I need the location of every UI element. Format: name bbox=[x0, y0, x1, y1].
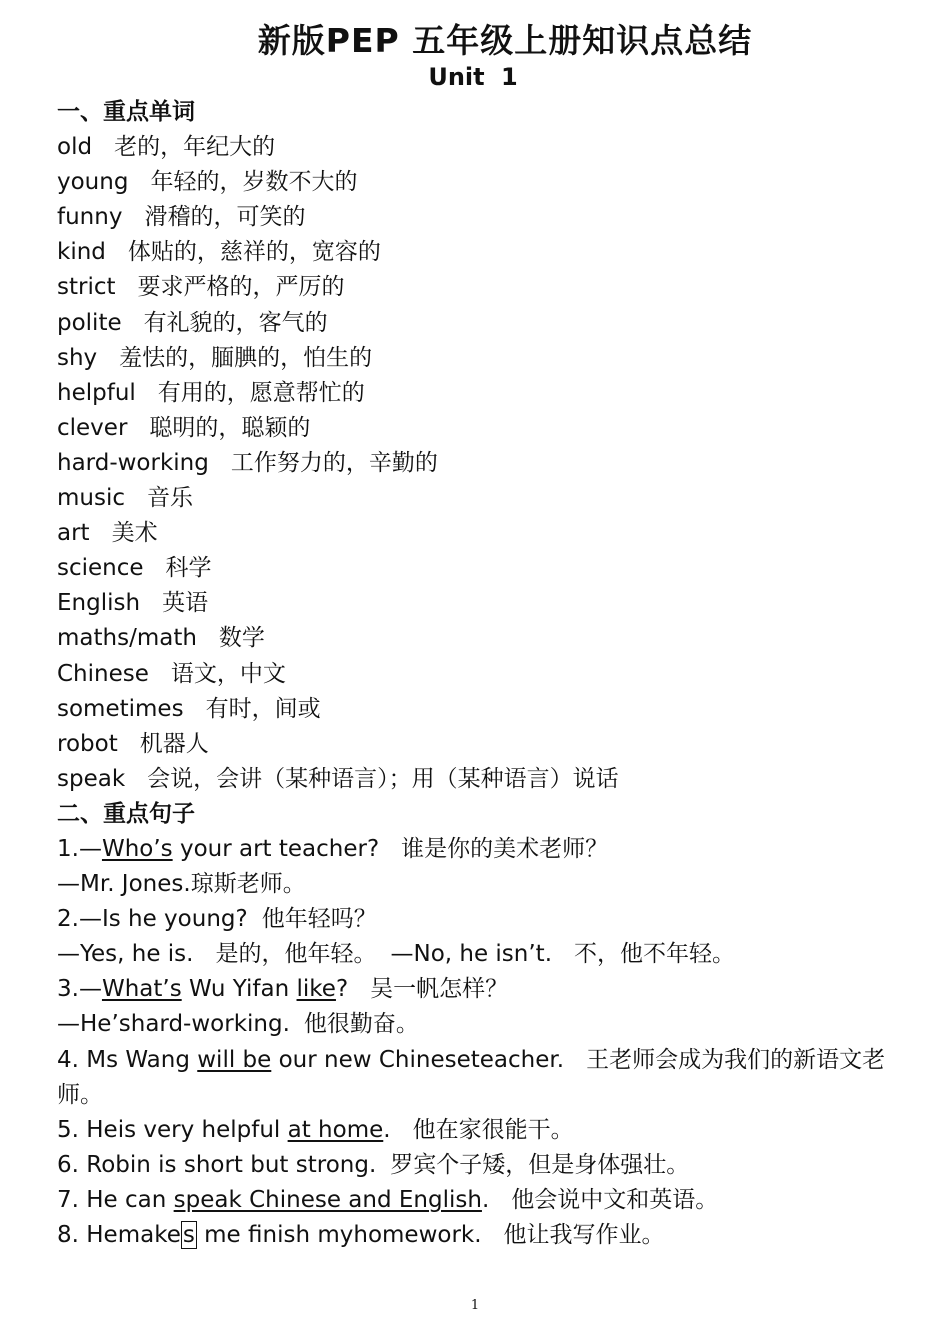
sentence-1-answer-en: —Mr. Jones. bbox=[57, 871, 191, 898]
vocabulary-word: shy bbox=[57, 344, 98, 371]
document-body bbox=[57, 95, 897, 1253]
vocabulary-meaning: 英语 bbox=[162, 590, 209, 617]
sentence-6-translation: 罗宾个子矮，但是身体强壮。 bbox=[390, 1151, 690, 1178]
vocabulary-item bbox=[57, 446, 897, 481]
sentence-8 bbox=[57, 1218, 897, 1253]
vocabulary-meaning: 语文，中文 bbox=[170, 660, 286, 687]
sentence-5-underlined: at home bbox=[287, 1116, 384, 1143]
sentence-5-end: . bbox=[383, 1116, 391, 1143]
vocabulary-meaning: 机器人 bbox=[139, 730, 209, 757]
sentence-5 bbox=[57, 1113, 897, 1148]
vocabulary-word: art bbox=[57, 520, 90, 547]
vocabulary-word: sometimes bbox=[57, 695, 184, 722]
sentence-3-underlined-2: like bbox=[296, 976, 336, 1003]
vocabulary-meaning: 工作努力的，辛勤的 bbox=[230, 449, 438, 476]
sentence-4-rest: our new Chineseteacher. bbox=[271, 1046, 565, 1073]
sentence-2 bbox=[57, 902, 897, 937]
page-number: 1 bbox=[470, 1298, 480, 1313]
vocabulary-meaning: 有礼貌的，客气的 bbox=[143, 309, 328, 336]
vocabulary-meaning: 有用的，愿意帮忙的 bbox=[157, 379, 365, 406]
sentence-3-answer-en: —He’shard-working. bbox=[57, 1011, 290, 1038]
sentence-1-prefix: 1.— bbox=[57, 835, 102, 862]
vocabulary-item bbox=[57, 411, 897, 446]
sentence-2-answers bbox=[57, 937, 897, 972]
vocabulary-item bbox=[57, 341, 897, 376]
vocabulary-meaning: 美术 bbox=[111, 520, 158, 547]
sentence-3-end: ? bbox=[335, 976, 349, 1003]
vocabulary-word: hard-working bbox=[57, 449, 209, 476]
sentence-3-mid: Wu Yifan bbox=[181, 976, 297, 1003]
document-title: 新版PEP 五年级上册知识点总结 bbox=[257, 21, 753, 60]
vocabulary-meaning: 滑稽的，可笑的 bbox=[144, 204, 306, 231]
vocabulary-item bbox=[57, 165, 897, 200]
vocabulary-word: funny bbox=[57, 204, 123, 231]
sentence-3-translation: 吴一帆怎样？ bbox=[370, 976, 509, 1003]
vocabulary-word: music bbox=[57, 485, 126, 512]
vocabulary-item bbox=[57, 727, 897, 762]
section-heading-words: 一、重点单词 bbox=[57, 99, 195, 125]
section-heading-sentences: 二、重点句子 bbox=[57, 800, 195, 827]
sentence-2-en: 2.—Is he young? bbox=[57, 906, 248, 933]
sentence-4 bbox=[57, 1043, 897, 1113]
sentence-3-underlined-1: What’s bbox=[101, 976, 182, 1003]
vocabulary-meaning: 音乐 bbox=[147, 485, 194, 512]
sentence-7-end: . bbox=[481, 1186, 490, 1213]
vocabulary-word: helpful bbox=[57, 379, 136, 406]
sentence-5-translation: 他在家很能干。 bbox=[412, 1116, 574, 1143]
vocabulary-meaning: 会说，会讲（某种语言）；用（某种语言）说话 bbox=[147, 765, 619, 792]
sentence-2-zh: 他年轻吗？ bbox=[261, 906, 377, 933]
vocabulary-word: clever bbox=[57, 414, 128, 441]
sentence-7-translation: 他会说中文和英语。 bbox=[511, 1186, 719, 1213]
vocabulary-word: English bbox=[57, 590, 141, 617]
vocabulary-item bbox=[57, 657, 897, 692]
vocabulary-word: old bbox=[57, 134, 93, 161]
vocabulary-item bbox=[57, 200, 897, 235]
sentence-1-answer-zh: 琼斯老师。 bbox=[190, 871, 306, 898]
sentence-7 bbox=[57, 1183, 897, 1218]
sentence-8-boxed-letter: s bbox=[182, 1222, 195, 1248]
vocabulary-meaning: 老的，年纪大的 bbox=[114, 134, 276, 161]
sentence-3-answer-zh: 他很勤奋。 bbox=[303, 1011, 419, 1038]
vocabulary-item bbox=[57, 481, 897, 516]
vocabulary-word: young bbox=[57, 169, 129, 196]
vocabulary-meaning: 体贴的，慈祥的，宽容的 bbox=[127, 239, 381, 266]
vocabulary-meaning: 有时，间或 bbox=[205, 695, 321, 722]
vocabulary-word: maths/math bbox=[57, 625, 197, 652]
sentence-2-no-zh: 不，他不年轻。 bbox=[574, 941, 736, 968]
vocabulary-meaning: 数学 bbox=[218, 625, 265, 652]
vocabulary-word: robot bbox=[57, 730, 118, 757]
vocabulary-item bbox=[57, 270, 897, 305]
vocabulary-word: kind bbox=[57, 239, 106, 266]
vocabulary-item bbox=[57, 235, 897, 270]
unit-heading: Unit 1 bbox=[428, 63, 518, 91]
vocabulary-item bbox=[57, 551, 897, 586]
sentence-3-answer bbox=[57, 1007, 897, 1042]
vocabulary-meaning: 年轻的，岁数不大的 bbox=[150, 169, 358, 196]
sentence-6-en: 6. Robin is short but strong. bbox=[57, 1151, 377, 1178]
vocabulary-item bbox=[57, 762, 897, 797]
vocabulary-word: Chinese bbox=[57, 660, 149, 687]
sentence-4-pre: 4. Ms Wang bbox=[57, 1046, 198, 1073]
sentence-3 bbox=[57, 972, 897, 1007]
sentence-3-prefix: 3.— bbox=[57, 976, 102, 1003]
sentence-6 bbox=[57, 1148, 897, 1183]
sentence-1-rest: your art teacher? bbox=[172, 835, 380, 862]
vocabulary-item bbox=[57, 621, 897, 656]
sentence-7-pre: 7. He can bbox=[57, 1186, 174, 1213]
sentence-2-no-en: —No, he isn’t. bbox=[390, 941, 553, 968]
vocabulary-word: strict bbox=[57, 274, 116, 301]
vocabulary-item bbox=[57, 130, 897, 165]
sentence-1 bbox=[57, 832, 897, 867]
sentence-4-underlined: will be bbox=[197, 1046, 272, 1073]
sentence-8-translation: 他让我写作业。 bbox=[503, 1222, 665, 1248]
vocabulary-item bbox=[57, 586, 897, 621]
vocabulary-item bbox=[57, 376, 897, 411]
sentence-1-underlined: Who’s bbox=[101, 835, 173, 862]
vocabulary-word: polite bbox=[57, 309, 122, 336]
vocabulary-item bbox=[57, 516, 897, 551]
sentence-2-yes-en: —Yes, he is. bbox=[57, 941, 194, 968]
vocabulary-list bbox=[57, 130, 897, 797]
vocabulary-item bbox=[57, 306, 897, 341]
vocabulary-meaning: 羞怯的，腼腆的，怕生的 bbox=[119, 344, 373, 371]
vocabulary-meaning: 科学 bbox=[165, 555, 212, 582]
sentence-1-answer bbox=[57, 867, 897, 902]
sentence-1-translation: 谁是你的美术老师？ bbox=[401, 835, 609, 862]
sentence-8-pre: 8. Hemake bbox=[57, 1222, 181, 1248]
sentence-5-pre: 5. Heis very helpful bbox=[57, 1116, 288, 1143]
vocabulary-item bbox=[57, 692, 897, 727]
vocabulary-meaning: 要求严格的，严厉的 bbox=[137, 274, 345, 301]
vocabulary-word: science bbox=[57, 555, 144, 582]
sentence-7-underlined: speak Chinese and English bbox=[173, 1186, 482, 1213]
sentence-4-translation: 王老师会成为我们的新语文老师。 bbox=[57, 1046, 886, 1108]
vocabulary-word: speak bbox=[57, 765, 126, 792]
sentence-8-rest: me finish myhomework. bbox=[196, 1222, 482, 1248]
sentence-2-yes-zh: 是的，他年轻。 bbox=[215, 941, 377, 968]
vocabulary-meaning: 聪明的，聪颖的 bbox=[149, 414, 311, 441]
